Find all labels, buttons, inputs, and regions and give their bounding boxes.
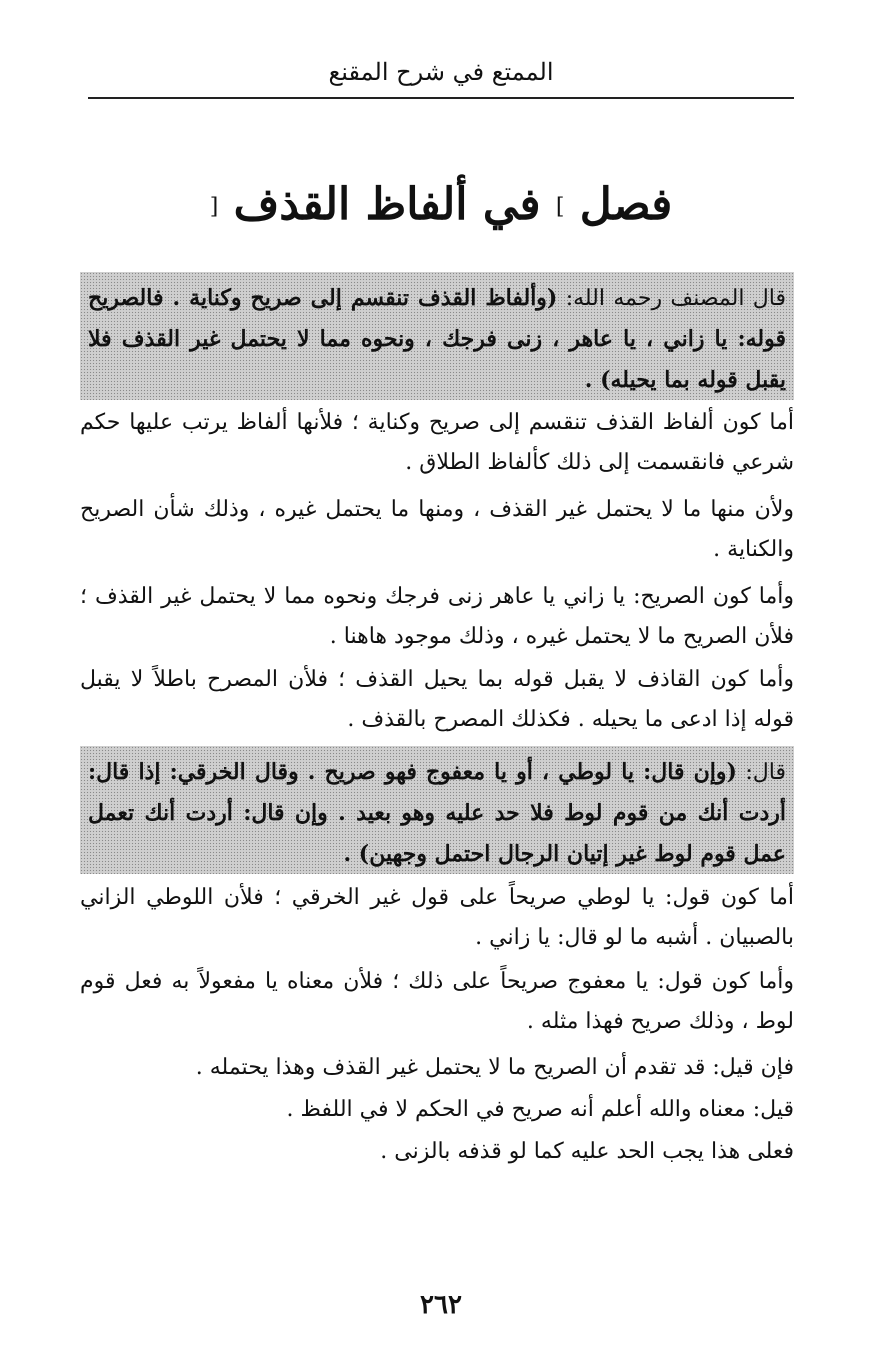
- matn-quote-1: [80, 272, 794, 400]
- matn-intro: قال المصنف رحمه الله:: [557, 286, 786, 311]
- running-header: الممتع في شرح المقنع: [328, 58, 554, 86]
- matn-text: (وألفاظ القذف تنقسم إلى صريح وكناية . فالصريح قوله: يا زاني ، يا عاهر ، زنى فرجك ، ونحوه مما لا يحتمل غير القذف فلا يقبل قوله بما يحيله) .: [88, 285, 786, 393]
- commentary-paragraph: أما كون قول: يا لوطي صريحاً على قول غير الخرقي ؛ فلأن اللوطي الزاني بالصبيان . أشبه ما لو قال: يا زاني .: [80, 885, 794, 950]
- chapter-title-main: في ألفاظ القذف: [233, 179, 541, 230]
- chapter-bracket-close: [: [209, 194, 219, 220]
- page-number: ٢٦٢: [420, 1290, 462, 1320]
- commentary-paragraph: وأما كون الصريح: يا زاني يا عاهر زنى فرجك ونحوه مما لا يحتمل غير القذف ؛ فلأن الصريح ما لا يحتمل غيره ، وذلك موجود هاهنا .: [80, 584, 794, 649]
- commentary-paragraph: فإن قيل: قد تقدم أن الصريح ما لا يحتمل غير القذف وهذا يحتمله .: [195, 1055, 794, 1080]
- commentary-paragraph: وأما كون القاذف لا يقبل قوله بما يحيل القذف ؛ فلأن المصرح باطلاً لا يقبل قوله إذا ادعى ما يحيله . فكذلك المصرح بالقذف .: [80, 667, 794, 732]
- commentary-paragraph: فعلى هذا يجب الحد عليه كما لو قذفه بالزنى .: [380, 1139, 794, 1164]
- matn-text: (وإن قال: يا لوطي ، أو يا معفوج فهو صريح . وقال الخرقي: إذا قال: أردت أنك من قوم لوط فلا حد عليه وهو بعيد . وإن قال: أردت أنك تعمل عمل قوم لوط غير إتيان الرجال احتمل وجهين) .: [88, 759, 786, 867]
- chapter-bracket-open: ]: [555, 194, 565, 220]
- commentary-paragraph: قيل: معناه والله أعلم أنه صريح في الحكم لا في اللفظ .: [286, 1097, 794, 1122]
- matn-intro: قال:: [736, 760, 787, 785]
- matn-quote-2: [80, 746, 794, 874]
- chapter-title-word: فصل: [579, 179, 673, 230]
- header-divider: [88, 97, 794, 99]
- commentary-paragraph: وأما كون قول: يا معفوج صريحاً على ذلك ؛ فلأن معناه يا مفعولاً به فعل قوم لوط ، وذلك صريح فهذا مثله .: [80, 969, 794, 1034]
- commentary-paragraph: ولأن منها ما لا يحتمل غير القذف ، ومنها ما يحتمل غيره ، وذلك شأن الصريح والكناية .: [80, 497, 794, 562]
- chapter-title: [88, 170, 794, 243]
- commentary-paragraph: أما كون ألفاظ القذف تنقسم إلى صريح وكناية ؛ فلأنها ألفاظ يرتب عليها حكم شرعي فانقسمت إلى ذلك كألفاظ الطلاق .: [80, 410, 794, 475]
